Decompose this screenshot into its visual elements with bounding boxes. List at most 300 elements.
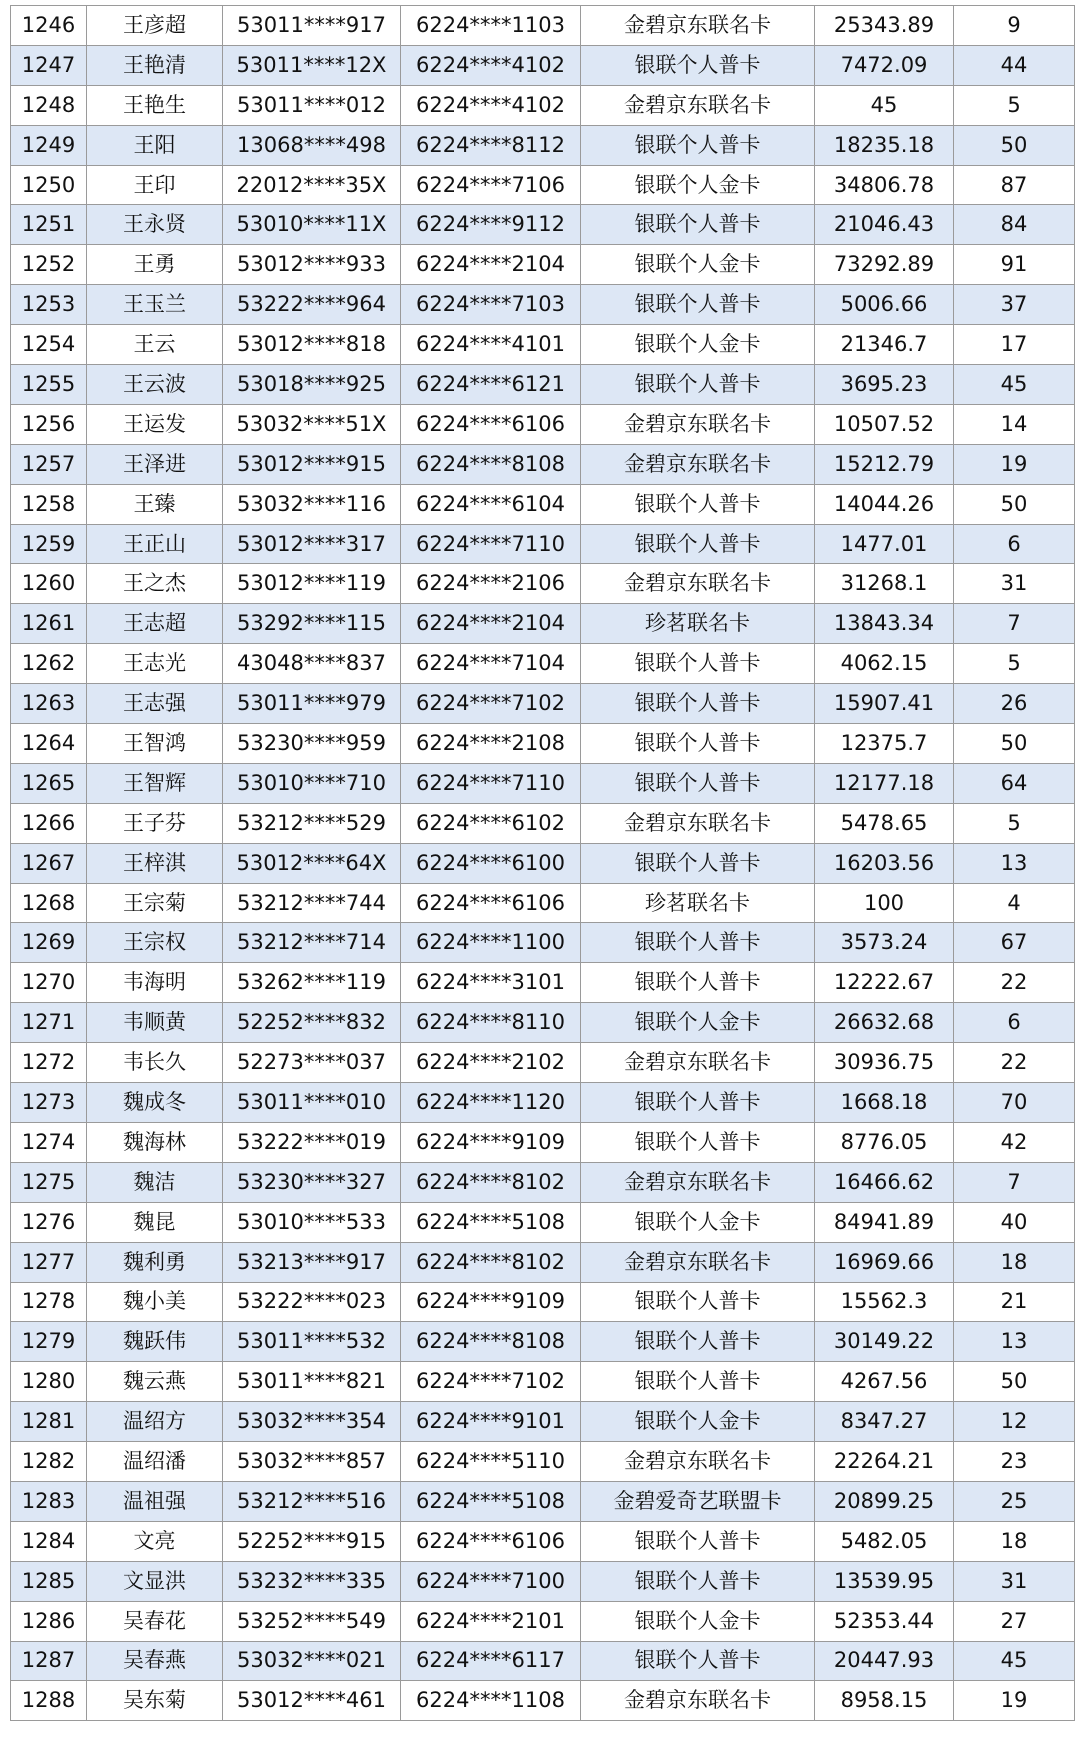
cardholder-table: [10, 5, 1075, 1721]
cell-holder-name: 王玉兰: [87, 285, 223, 325]
cell-row-number: 1261: [11, 604, 87, 644]
cell-holder-name: 王云: [87, 325, 223, 365]
cell-card-number: 6224****7102: [401, 684, 581, 724]
table-row: [11, 1282, 1075, 1322]
cell-amount: 5006.66: [815, 285, 954, 325]
cell-row-number: 1248: [11, 85, 87, 125]
cell-row-number: 1279: [11, 1322, 87, 1362]
cell-row-number: 1264: [11, 724, 87, 764]
cell-card-number: 6224****7106: [401, 165, 581, 205]
cell-card-type: 银联个人普卡: [581, 763, 815, 803]
cell-count: 40: [954, 1202, 1075, 1242]
table-row: [11, 1162, 1075, 1202]
cell-amount: 13539.95: [815, 1561, 954, 1601]
cell-count: 37: [954, 285, 1075, 325]
cell-amount: 5482.05: [815, 1521, 954, 1561]
cell-holder-name: 王梓淇: [87, 843, 223, 883]
cell-card-number: 6224****6106: [401, 883, 581, 923]
cell-id-number: 53011****532: [223, 1322, 401, 1362]
table-row: [11, 6, 1075, 46]
table-row: [11, 923, 1075, 963]
cell-card-number: 6224****4101: [401, 325, 581, 365]
cell-count: 27: [954, 1601, 1075, 1641]
table-row: [11, 963, 1075, 1003]
cell-id-number: 53012****818: [223, 325, 401, 365]
cell-row-number: 1285: [11, 1561, 87, 1601]
table-row: [11, 1202, 1075, 1242]
cell-id-number: 53213****917: [223, 1242, 401, 1282]
cell-card-type: 银联个人金卡: [581, 165, 815, 205]
cell-row-number: 1273: [11, 1083, 87, 1123]
table-row: [11, 285, 1075, 325]
cell-amount: 14044.26: [815, 484, 954, 524]
cell-card-number: 6224****6102: [401, 803, 581, 843]
cell-card-type: 珍茗联名卡: [581, 604, 815, 644]
table-row: [11, 1322, 1075, 1362]
cell-amount: 15907.41: [815, 684, 954, 724]
cell-card-number: 6224****9109: [401, 1122, 581, 1162]
cell-count: 64: [954, 763, 1075, 803]
cell-card-number: 6224****4102: [401, 45, 581, 85]
cell-row-number: 1247: [11, 45, 87, 85]
cell-amount: 3573.24: [815, 923, 954, 963]
cell-amount: 100: [815, 883, 954, 923]
cell-row-number: 1274: [11, 1122, 87, 1162]
cell-holder-name: 王智辉: [87, 763, 223, 803]
cell-amount: 20899.25: [815, 1481, 954, 1521]
cell-id-number: 53012****64X: [223, 843, 401, 883]
cell-count: 6: [954, 524, 1075, 564]
cell-card-type: 金碧京东联名卡: [581, 803, 815, 843]
cell-count: 7: [954, 1162, 1075, 1202]
cell-row-number: 1270: [11, 963, 87, 1003]
cell-card-type: 金碧京东联名卡: [581, 85, 815, 125]
cell-holder-name: 魏利勇: [87, 1242, 223, 1282]
cell-row-number: 1268: [11, 883, 87, 923]
cell-amount: 4062.15: [815, 644, 954, 684]
cell-amount: 18235.18: [815, 125, 954, 165]
cell-id-number: 53222****964: [223, 285, 401, 325]
cell-holder-name: 温绍方: [87, 1402, 223, 1442]
cell-card-number: 6224****7100: [401, 1561, 581, 1601]
table-row: [11, 684, 1075, 724]
cell-card-type: 银联个人金卡: [581, 1202, 815, 1242]
cell-row-number: 1263: [11, 684, 87, 724]
cell-holder-name: 王泽进: [87, 444, 223, 484]
cell-holder-name: 王之杰: [87, 564, 223, 604]
table-row: [11, 1122, 1075, 1162]
cell-card-type: 金碧京东联名卡: [581, 444, 815, 484]
cell-card-type: 银联个人普卡: [581, 285, 815, 325]
cell-card-number: 6224****2101: [401, 1601, 581, 1641]
cell-row-number: 1276: [11, 1202, 87, 1242]
cell-holder-name: 王志光: [87, 644, 223, 684]
table-body: [11, 6, 1075, 1721]
cell-card-number: 6224****4102: [401, 85, 581, 125]
cell-amount: 31268.1: [815, 564, 954, 604]
cell-holder-name: 王智鸿: [87, 724, 223, 764]
table-row: [11, 1003, 1075, 1043]
cell-row-number: 1275: [11, 1162, 87, 1202]
cell-holder-name: 王艳生: [87, 85, 223, 125]
table-row: [11, 644, 1075, 684]
cell-amount: 25343.89: [815, 6, 954, 46]
cell-amount: 52353.44: [815, 1601, 954, 1641]
cell-count: 6: [954, 1003, 1075, 1043]
cell-holder-name: 吴春花: [87, 1601, 223, 1641]
cell-holder-name: 文亮: [87, 1521, 223, 1561]
cell-card-number: 6224****9112: [401, 205, 581, 245]
cell-row-number: 1281: [11, 1402, 87, 1442]
cell-id-number: 53012****461: [223, 1681, 401, 1721]
cell-holder-name: 魏成冬: [87, 1083, 223, 1123]
cell-holder-name: 吴春燕: [87, 1641, 223, 1681]
table-row: [11, 365, 1075, 405]
cell-card-number: 6224****6121: [401, 365, 581, 405]
cell-row-number: 1255: [11, 365, 87, 405]
cell-count: 91: [954, 245, 1075, 285]
cell-count: 9: [954, 6, 1075, 46]
cell-amount: 21046.43: [815, 205, 954, 245]
cell-count: 45: [954, 1641, 1075, 1681]
cell-amount: 7472.09: [815, 45, 954, 85]
cell-card-number: 6224****5108: [401, 1481, 581, 1521]
cell-id-number: 53230****327: [223, 1162, 401, 1202]
cell-holder-name: 王阳: [87, 125, 223, 165]
cell-id-number: 53010****533: [223, 1202, 401, 1242]
cell-card-type: 金碧京东联名卡: [581, 6, 815, 46]
cell-holder-name: 魏海林: [87, 1122, 223, 1162]
cell-row-number: 1260: [11, 564, 87, 604]
cell-card-type: 金碧京东联名卡: [581, 564, 815, 604]
cell-row-number: 1246: [11, 6, 87, 46]
cell-id-number: 53011****979: [223, 684, 401, 724]
cell-id-number: 53018****925: [223, 365, 401, 405]
cell-id-number: 53011****12X: [223, 45, 401, 85]
cell-count: 12: [954, 1402, 1075, 1442]
cell-card-number: 6224****7102: [401, 1362, 581, 1402]
cell-count: 42: [954, 1122, 1075, 1162]
table-row: [11, 45, 1075, 85]
cell-holder-name: 王臻: [87, 484, 223, 524]
table-row: [11, 1481, 1075, 1521]
cell-id-number: 53032****021: [223, 1641, 401, 1681]
cell-card-type: 银联个人金卡: [581, 1003, 815, 1043]
cell-row-number: 1259: [11, 524, 87, 564]
cell-card-type: 银联个人普卡: [581, 684, 815, 724]
cell-card-number: 6224****8108: [401, 444, 581, 484]
cell-card-type: 银联个人普卡: [581, 484, 815, 524]
cell-amount: 5478.65: [815, 803, 954, 843]
cell-holder-name: 韦长久: [87, 1043, 223, 1083]
cell-count: 22: [954, 963, 1075, 1003]
cell-card-number: 6224****5110: [401, 1442, 581, 1482]
table-row: [11, 724, 1075, 764]
cell-id-number: 53212****714: [223, 923, 401, 963]
cell-row-number: 1253: [11, 285, 87, 325]
cell-card-type: 银联个人普卡: [581, 724, 815, 764]
table-row: [11, 604, 1075, 644]
cell-card-type: 银联个人普卡: [581, 1322, 815, 1362]
cell-card-number: 6224****7104: [401, 644, 581, 684]
cell-count: 26: [954, 684, 1075, 724]
cell-card-type: 银联个人金卡: [581, 325, 815, 365]
cell-id-number: 53011****010: [223, 1083, 401, 1123]
table-row: [11, 85, 1075, 125]
cell-row-number: 1288: [11, 1681, 87, 1721]
cell-card-type: 金碧爱奇艺联盟卡: [581, 1481, 815, 1521]
table-row: [11, 1521, 1075, 1561]
cell-id-number: 43048****837: [223, 644, 401, 684]
cell-card-type: 银联个人普卡: [581, 45, 815, 85]
table-row: [11, 1362, 1075, 1402]
cell-count: 21: [954, 1282, 1075, 1322]
cell-card-number: 6224****8110: [401, 1003, 581, 1043]
cell-amount: 21346.7: [815, 325, 954, 365]
table-row: [11, 165, 1075, 205]
cell-count: 70: [954, 1083, 1075, 1123]
cell-row-number: 1257: [11, 444, 87, 484]
cell-card-type: 金碧京东联名卡: [581, 404, 815, 444]
table-row: [11, 1242, 1075, 1282]
cell-card-type: 银联个人普卡: [581, 963, 815, 1003]
table-row: [11, 1083, 1075, 1123]
cell-id-number: 53292****115: [223, 604, 401, 644]
cell-count: 50: [954, 484, 1075, 524]
cell-holder-name: 王宗权: [87, 923, 223, 963]
cell-holder-name: 温祖强: [87, 1481, 223, 1521]
cell-row-number: 1286: [11, 1601, 87, 1641]
cell-row-number: 1267: [11, 843, 87, 883]
cell-amount: 10507.52: [815, 404, 954, 444]
cell-row-number: 1266: [11, 803, 87, 843]
cell-count: 18: [954, 1242, 1075, 1282]
cell-count: 5: [954, 85, 1075, 125]
cell-card-number: 6224****7110: [401, 763, 581, 803]
cell-card-type: 金碧京东联名卡: [581, 1442, 815, 1482]
cell-id-number: 53222****019: [223, 1122, 401, 1162]
cell-row-number: 1265: [11, 763, 87, 803]
cell-card-type: 银联个人金卡: [581, 1402, 815, 1442]
cell-id-number: 53010****710: [223, 763, 401, 803]
cell-card-number: 6224****9109: [401, 1282, 581, 1322]
cell-card-type: 银联个人金卡: [581, 1601, 815, 1641]
table-row: [11, 1442, 1075, 1482]
cell-id-number: 52273****037: [223, 1043, 401, 1083]
table-row: [11, 1043, 1075, 1083]
cell-holder-name: 王志强: [87, 684, 223, 724]
cell-count: 45: [954, 365, 1075, 405]
cell-count: 17: [954, 325, 1075, 365]
cell-amount: 30149.22: [815, 1322, 954, 1362]
cell-count: 14: [954, 404, 1075, 444]
cell-card-type: 银联个人普卡: [581, 365, 815, 405]
cell-card-type: 银联个人普卡: [581, 923, 815, 963]
cell-holder-name: 王正山: [87, 524, 223, 564]
table-row: [11, 843, 1075, 883]
cell-holder-name: 王印: [87, 165, 223, 205]
cell-id-number: 53032****116: [223, 484, 401, 524]
cell-amount: 15562.3: [815, 1282, 954, 1322]
table-row: [11, 484, 1075, 524]
table-row: [11, 1601, 1075, 1641]
cell-card-type: 银联个人普卡: [581, 1083, 815, 1123]
cell-holder-name: 王勇: [87, 245, 223, 285]
cell-amount: 8347.27: [815, 1402, 954, 1442]
cell-holder-name: 王子芬: [87, 803, 223, 843]
cell-card-number: 6224****6100: [401, 843, 581, 883]
cell-amount: 30936.75: [815, 1043, 954, 1083]
cell-card-number: 6224****8102: [401, 1162, 581, 1202]
table-row: [11, 325, 1075, 365]
cell-amount: 4267.56: [815, 1362, 954, 1402]
cell-holder-name: 王运发: [87, 404, 223, 444]
cell-id-number: 53222****023: [223, 1282, 401, 1322]
cell-id-number: 53252****549: [223, 1601, 401, 1641]
cell-amount: 16969.66: [815, 1242, 954, 1282]
cell-id-number: 53032****354: [223, 1402, 401, 1442]
table-row: [11, 444, 1075, 484]
cell-id-number: 52252****915: [223, 1521, 401, 1561]
cell-card-number: 6224****8112: [401, 125, 581, 165]
table-row: [11, 883, 1075, 923]
cell-card-type: 银联个人普卡: [581, 1561, 815, 1601]
cell-count: 5: [954, 644, 1075, 684]
table-row: [11, 245, 1075, 285]
cell-amount: 22264.21: [815, 1442, 954, 1482]
cell-id-number: 53262****119: [223, 963, 401, 1003]
cell-count: 18: [954, 1521, 1075, 1561]
table-row: [11, 763, 1075, 803]
cell-row-number: 1251: [11, 205, 87, 245]
cell-count: 84: [954, 205, 1075, 245]
cell-row-number: 1282: [11, 1442, 87, 1482]
cell-count: 31: [954, 1561, 1075, 1601]
cell-amount: 1477.01: [815, 524, 954, 564]
cell-count: 13: [954, 843, 1075, 883]
cell-amount: 73292.89: [815, 245, 954, 285]
table-row: [11, 404, 1075, 444]
cell-holder-name: 魏小美: [87, 1282, 223, 1322]
cell-id-number: 53032****857: [223, 1442, 401, 1482]
cell-row-number: 1271: [11, 1003, 87, 1043]
cell-card-number: 6224****1120: [401, 1083, 581, 1123]
cell-card-number: 6224****2104: [401, 245, 581, 285]
cell-card-type: 银联个人普卡: [581, 1282, 815, 1322]
cell-row-number: 1283: [11, 1481, 87, 1521]
cell-card-type: 银联个人普卡: [581, 644, 815, 684]
cell-count: 22: [954, 1043, 1075, 1083]
cell-row-number: 1250: [11, 165, 87, 205]
table-row: [11, 1402, 1075, 1442]
cell-card-number: 6224****8108: [401, 1322, 581, 1362]
cell-id-number: 52252****832: [223, 1003, 401, 1043]
cell-card-number: 6224****6106: [401, 1521, 581, 1561]
cell-card-type: 银联个人普卡: [581, 1362, 815, 1402]
cell-count: 4: [954, 883, 1075, 923]
cell-row-number: 1252: [11, 245, 87, 285]
cell-card-type: 银联个人普卡: [581, 205, 815, 245]
cell-holder-name: 王宗菊: [87, 883, 223, 923]
table-row: [11, 125, 1075, 165]
cell-count: 31: [954, 564, 1075, 604]
cell-card-type: 银联个人普卡: [581, 1122, 815, 1162]
cell-id-number: 53011****012: [223, 85, 401, 125]
cell-count: 50: [954, 125, 1075, 165]
cell-card-type: 银联个人普卡: [581, 524, 815, 564]
cell-holder-name: 温绍潘: [87, 1442, 223, 1482]
cell-holder-name: 王彦超: [87, 6, 223, 46]
table-row: [11, 205, 1075, 245]
cell-amount: 3695.23: [815, 365, 954, 405]
cell-amount: 16203.56: [815, 843, 954, 883]
cell-row-number: 1278: [11, 1282, 87, 1322]
cell-amount: 1668.18: [815, 1083, 954, 1123]
table-row: [11, 803, 1075, 843]
cell-card-type: 银联个人金卡: [581, 245, 815, 285]
cell-count: 23: [954, 1442, 1075, 1482]
cell-card-number: 6224****1103: [401, 6, 581, 46]
cell-card-number: 6224****2104: [401, 604, 581, 644]
cell-amount: 13843.34: [815, 604, 954, 644]
cell-amount: 34806.78: [815, 165, 954, 205]
cell-amount: 8958.15: [815, 1681, 954, 1721]
cell-holder-name: 魏云燕: [87, 1362, 223, 1402]
cell-holder-name: 吴东菊: [87, 1681, 223, 1721]
cell-id-number: 53012****317: [223, 524, 401, 564]
cell-card-type: 银联个人普卡: [581, 1521, 815, 1561]
cell-card-type: 银联个人普卡: [581, 843, 815, 883]
cell-card-number: 6224****1108: [401, 1681, 581, 1721]
cell-id-number: 53011****917: [223, 6, 401, 46]
cell-id-number: 53212****529: [223, 803, 401, 843]
cell-amount: 26632.68: [815, 1003, 954, 1043]
cell-id-number: 53011****821: [223, 1362, 401, 1402]
cell-count: 13: [954, 1322, 1075, 1362]
cell-card-number: 6224****9101: [401, 1402, 581, 1442]
cell-amount: 15212.79: [815, 444, 954, 484]
cell-amount: 12177.18: [815, 763, 954, 803]
cell-id-number: 53212****516: [223, 1481, 401, 1521]
cell-count: 19: [954, 1681, 1075, 1721]
cell-card-number: 6224****7103: [401, 285, 581, 325]
cell-holder-name: 王永贤: [87, 205, 223, 245]
cell-row-number: 1254: [11, 325, 87, 365]
cell-holder-name: 王艳清: [87, 45, 223, 85]
cell-holder-name: 韦顺黄: [87, 1003, 223, 1043]
cell-holder-name: 韦海明: [87, 963, 223, 1003]
cell-row-number: 1249: [11, 125, 87, 165]
cell-holder-name: 文显洪: [87, 1561, 223, 1601]
cell-card-type: 珍茗联名卡: [581, 883, 815, 923]
cell-id-number: 53230****959: [223, 724, 401, 764]
cell-id-number: 22012****35X: [223, 165, 401, 205]
cell-count: 50: [954, 1362, 1075, 1402]
cell-card-number: 6224****6104: [401, 484, 581, 524]
cell-count: 50: [954, 724, 1075, 764]
cell-count: 67: [954, 923, 1075, 963]
cell-row-number: 1262: [11, 644, 87, 684]
cell-amount: 16466.62: [815, 1162, 954, 1202]
cell-card-number: 6224****1100: [401, 923, 581, 963]
cell-amount: 12375.7: [815, 724, 954, 764]
cell-card-number: 6224****7110: [401, 524, 581, 564]
cell-row-number: 1287: [11, 1641, 87, 1681]
cell-holder-name: 魏洁: [87, 1162, 223, 1202]
table-row: [11, 1561, 1075, 1601]
cell-id-number: 53232****335: [223, 1561, 401, 1601]
cell-row-number: 1258: [11, 484, 87, 524]
